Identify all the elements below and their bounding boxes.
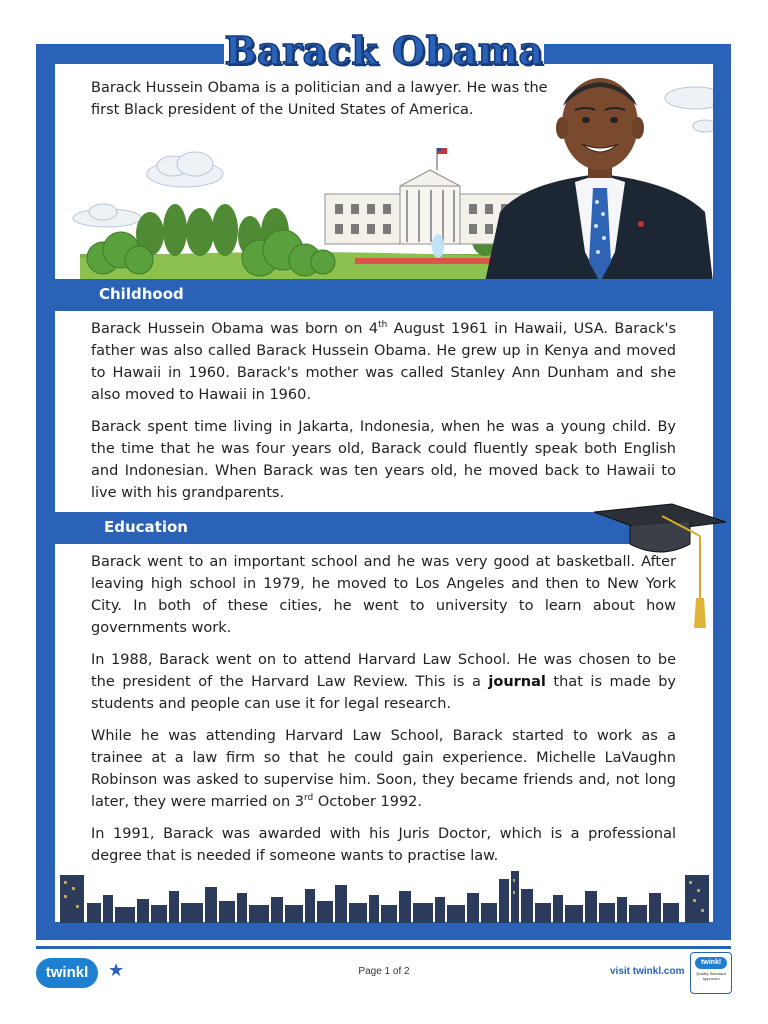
badge-logo: twinkl — [695, 957, 727, 969]
badge-text: Quality Standard Approved — [696, 971, 726, 981]
page-number: Page 1 of 2 — [358, 966, 410, 977]
paragraph: Barack spent time living in Jakarta, Indonesia, when he was a young child. By the time that he was four years old, Barack could fluently speak both English and Indonesian. When Barack was ten years old, he moved back to Hawaii to live with his grandparents. — [91, 419, 676, 501]
section-heading-childhood — [55, 279, 713, 311]
section-heading-label: Education — [104, 518, 188, 536]
page-title: Barack Obama — [224, 28, 544, 73]
paragraph: Barack went to an important school and he was very good at basketball. After leaving high school in 1979, he moved to Los Angeles and then to New York City. In both of these cities, he went to university to learn about how governments work. — [91, 554, 676, 636]
bold-term: journal — [488, 674, 546, 690]
section-heading-label: Childhood — [99, 285, 184, 303]
paragraph: Barack Hussein Obama was born on 4th August 1961 in Hawaii, USA. Barack's father was also called Barack Hussein Obama. He grew up in Kenya and moved to Hawaii in 1960. Barack's mother was called Stanley Ann Dunham and she also moved to Hawaii in 1960. — [91, 320, 676, 403]
footer-divider — [36, 946, 731, 949]
cloud-icon — [73, 204, 141, 227]
quality-badge — [690, 952, 732, 994]
paragraph: In 1988, Barack went on to attend Harvard Law School. He was chosen to be the president of the Harvard Law Review. This is a journal that is made by students and people can use it for legal research. — [91, 652, 677, 712]
intro-text: Barack Hussein Obama is a politician and a lawyer. He was the first Black president of the United States of America. — [91, 80, 548, 118]
section-heading-education — [55, 512, 649, 544]
paragraph: While he was attending Harvard Law School, Barack started to work as a trainee at a law firm so that he could gain experience. Michelle LaVaughn Robinson was asked to supervise him. Soon, they became friends and, not long later, they were married on 3rd October 1992. — [91, 728, 676, 810]
cloud-icon — [147, 152, 223, 187]
star-icon: ★ — [108, 960, 125, 981]
visit-link[interactable]: visit twinkl.com — [610, 966, 685, 977]
footer — [0, 950, 768, 1010]
twinkl-logo[interactable]: twinkl — [36, 958, 98, 988]
paragraph: In 1991, Barack was awarded with his Juris Doctor, which is a professional degree that is needed if someone wants to practise law. — [91, 826, 676, 864]
cloud-icon — [665, 87, 713, 132]
city-skyline-illustration — [55, 865, 713, 923]
